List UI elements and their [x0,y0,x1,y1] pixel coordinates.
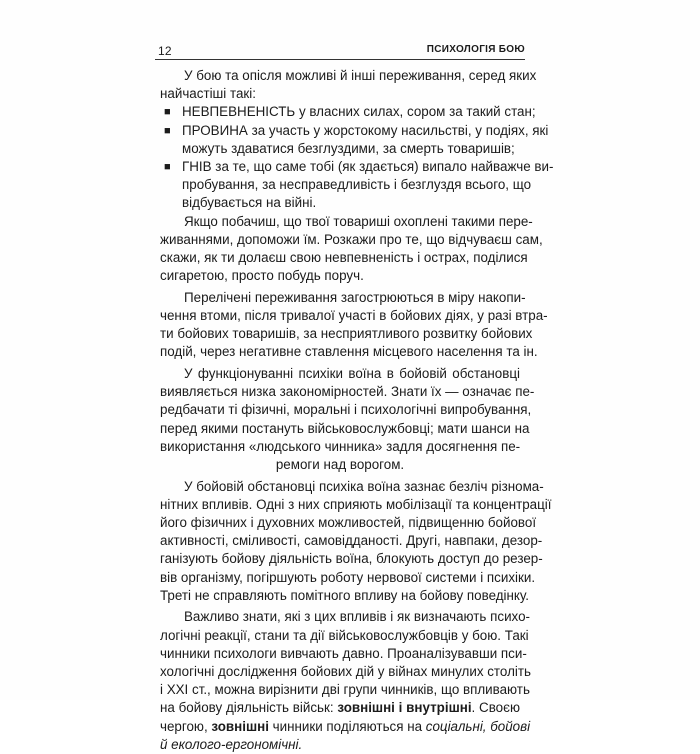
header-rule [155,59,525,60]
text-line: У функціонуванні психіки воїна в бойовій обстановці [184,366,520,381]
emphasis-term: зовнішні і внутрішні [337,700,472,716]
text-line: ■ ПРОВИНА за участь у жорстокому насильстві, у подіях, які [160,122,520,140]
text-line: Якщо побачиш, що твої товариші охоплені такими пере- [184,213,533,229]
text-line: ремоги над ворогом. [275,456,405,472]
text-line: чергою, зовнішні чинники поділяються на соціальні, бойові [160,718,531,734]
body-text [160,67,554,754]
list-term: ПРОВИНА [182,122,248,138]
text-line: ганізують бойову діяльність воїна, блокують доступ до резер- [160,551,543,567]
text-line [160,736,520,754]
experience-list [160,103,554,212]
text-line: сигаретою, просто побудь поруч. [160,268,364,284]
text-line: на бойову діяльність військ: зовнішні і внутрішні. Своєю [160,700,521,716]
text-line: чення втоми, після тривалої участі в бойових діях, у разі втра- [160,307,548,323]
bullet-icon: ■ [164,160,171,173]
running-title: ПСИХОЛОГІЯ БОЮ [426,44,525,55]
text-line: Треті не справляють помітного впливу на бойову поведінку. [160,587,529,603]
text-line: Важливо знати, які з цих впливів і як визначають психо- [184,609,530,625]
bullet-icon: ■ [164,124,171,137]
italic-term: й еколого-ергономічні. [160,736,303,752]
text-line: вів організму, погіршують роботу нервової системи і психіки. [160,569,536,585]
text-line: перед якими постануть військовослужбовці; мати шанси на [160,420,530,436]
text-line: ■ ГНІВ за те, що саме тобі (як здається) випало найважче ви- [160,158,520,176]
text-line: можуть здаватися безглуздими, за смерть товаришів; [182,140,515,156]
text-line: У бойовій обстановці психіка воїна зазнає безліч різнома- [184,478,544,494]
paragraph-influences [160,478,552,605]
paragraph-factors [160,608,531,754]
page-header [155,40,525,60]
italic-term: соціальні, бойові [425,718,531,734]
list-item [160,158,554,213]
text-line: виявляється низка закономірностей. Знати їх — означає пе- [160,384,535,400]
bullet-icon: ■ [164,106,171,119]
text-line: живаннями, допоможи їм. Розкажи про те, що відчуваєш сам, [160,231,543,247]
paragraph-aggravation [160,289,548,362]
paragraph-help [160,213,543,286]
text-line: нітних впливів. Одні з них сприяють мобілізації та концентрації [160,496,552,512]
text-line: скажи, як ти долаєш свою невпевненість і острах, поділися [160,249,528,265]
text-line: пробування, за несправедливість і безглуздя всього, що [182,177,532,193]
paragraph-regularities [160,365,535,474]
text-line: хологічні дослідження бойових дій у війнах минулих століть [160,664,531,679]
list-term: ГНІВ [182,158,212,174]
text-line: використання «людського чинника» задля досягнення пе- [160,438,521,454]
list-item [160,122,549,158]
text-line: ■ НЕВПЕВНЕНІСТЬ у власних силах, сором за такий стан; [160,103,520,121]
paragraph-intro [160,67,537,103]
text-line: його фізичних і духовних можливостей, підвищенню бойової [160,515,537,530]
text-line: логічні реакції, стани та дії військовослужбовців у бою. Такі [160,627,529,643]
text-line: У бою та опісля можливі й інші переживання, серед яких [184,68,537,83]
text-line: найчастіші такі: [160,86,256,102]
text-line: ти бойових товаришів, за несприятливого розвитку бойових [160,326,533,342]
text-line: і XXI ст., можна вирізнити дві групи чинників, що впливають [160,682,530,698]
text-line: відбувається на війні. [182,195,317,211]
text-line: подій, через негативне ставлення місцевого населення та ін. [160,344,538,360]
text-line: редбачати ті фізичні, моральні і психологічні випробування, [160,402,532,418]
text-line: активності, сміливості, самовідданості. Другі, навпаки, дезор- [160,533,543,549]
text-line: Перелічені переживання загострюються в міру накопи- [184,289,526,305]
page-number: 12 [158,44,172,58]
text-line: чинники психологи вивчають давно. Проаналізувавши пси- [160,645,527,661]
emphasis-term: зовнішні [211,718,269,734]
list-item [160,103,536,121]
list-term: НЕВПЕВНЕНІСТЬ [182,104,296,120]
